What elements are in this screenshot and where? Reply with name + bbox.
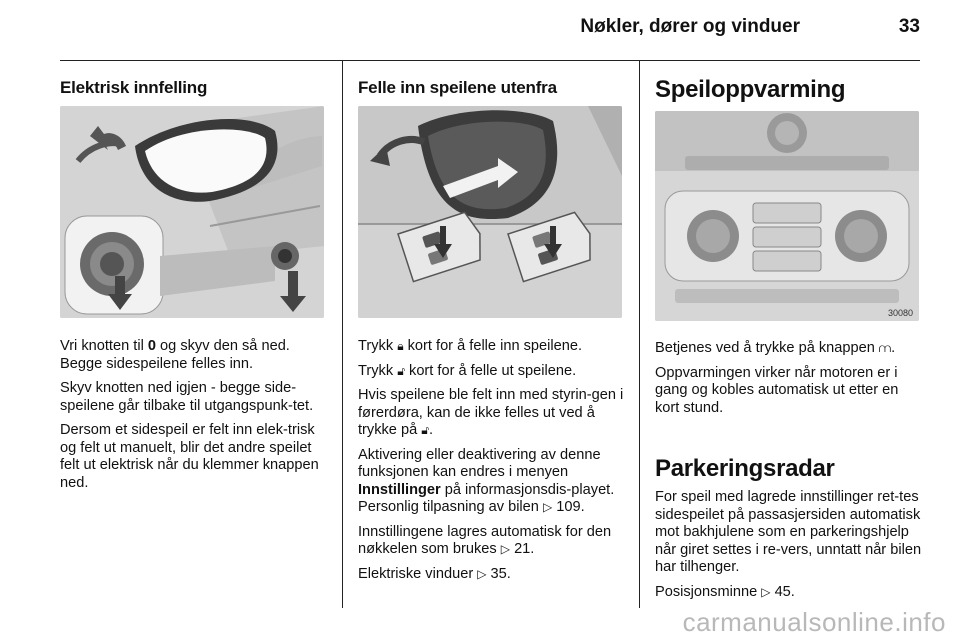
mirror-heat-icon: ⩋ — [878, 341, 892, 355]
text-run: kort for å felle inn speilene. — [403, 338, 583, 354]
text-run: Aktivering eller deaktivering av denne funksjonen kan endres i menyen — [358, 446, 601, 480]
text-run: på informasjonsdis-playet. Personlig tilpasning av bilen — [358, 481, 615, 515]
watermark: carmanualsonline.info — [682, 607, 946, 637]
reference-arrow-icon: ▷ — [477, 566, 487, 581]
paragraph: For speil med lagrede innstillinger ret-tes sidespeilet på passasjersiden automatisk mot bakhjulene som en parkeringshjelp når giret settes i re-vers, unntatt når bilen har tilhenger. — [655, 489, 922, 575]
paragraph — [358, 363, 626, 381]
page-header-title: Nøkler, dører og vinduer — [580, 16, 800, 37]
figure-code: 30080 — [887, 308, 913, 318]
paragraph: Hvis speilene ble felt inn med styrin-gen i førerdøra, kan de ikke felles ut ved å trykke på 🔓︎. — [358, 387, 624, 438]
text-run: Betjenes ved å trykke på knappen — [655, 340, 879, 356]
unlock-icon: 🔓︎ — [421, 423, 430, 437]
column-electric-folding — [60, 60, 328, 608]
page-reference[interactable]: 45. — [774, 583, 795, 600]
section-heading-electric-folding: Elektrisk innfelling — [60, 78, 208, 97]
column-divider-2 — [639, 60, 640, 608]
section-heading-mirror-heating: Speiloppvarming — [655, 76, 846, 103]
paragraph — [358, 338, 626, 356]
paragraph: Skyv knotten ned igjen - begge side-speilene går tilbake til utgangspunk-tet. — [60, 380, 314, 414]
text-run: kort for å felle ut speilene. — [404, 362, 577, 379]
paragraph: Dersom et sidespeil er felt inn elek-trisk og felt ut manuelt, blir det andre speilet felt ut elektrisk når du klemmer knappen ned. — [60, 422, 319, 491]
mirror-fold-figure — [60, 106, 324, 318]
column-remote-folding — [358, 60, 626, 608]
reference-arrow-icon: ▷ — [761, 584, 771, 599]
bold-text: 0 — [147, 338, 156, 354]
page-reference[interactable]: 35. — [490, 565, 511, 582]
reference-arrow-icon: ▷ — [542, 500, 553, 514]
text-run: Trykk — [358, 338, 398, 354]
key-fob-figure — [358, 106, 622, 318]
paragraph — [358, 566, 626, 584]
text-run: og skyv den så ned. Begge sidespeilene felles inn. — [60, 338, 290, 372]
paragraph — [655, 584, 923, 602]
reference-arrow-icon: ▷ — [500, 542, 510, 556]
page-number: 33 — [898, 16, 920, 37]
paragraph — [60, 338, 328, 373]
section-heading-parking-radar: Parkeringsradar — [655, 455, 835, 482]
text-run: Hvis speilene ble felt inn med styrin-gen i førerdøra, kan de ikke felles ut ved å trykke på — [358, 387, 624, 438]
text-run: Elektriske vinduer — [358, 565, 478, 582]
paragraph: Oppvarmingen virker når motoren er i gang og kobles automatisk ut etter en kort stund. — [655, 364, 899, 416]
section-heading-remote-folding: Felle inn speilene utenfra — [358, 78, 557, 97]
lock-icon: 🔒︎ — [397, 339, 404, 353]
climate-panel-figure — [655, 111, 919, 321]
column-mirror-heating — [655, 60, 923, 608]
text-run: Trykk — [358, 362, 398, 379]
bold-text: Innstillinger — [358, 481, 441, 498]
page-reference[interactable]: 109. — [556, 499, 585, 515]
paragraph: Betjenes ved å trykke på knappen ⩋. — [655, 340, 896, 356]
column-divider-1 — [342, 60, 343, 608]
paragraph — [358, 447, 626, 517]
page-reference[interactable]: 21. — [514, 541, 535, 557]
text-run: Vri knotten til — [60, 338, 148, 354]
unlock-icon: 🔓︎ — [397, 363, 405, 378]
paragraph — [358, 524, 626, 559]
text-run: Posisjonsminne — [655, 583, 762, 600]
text-run: Innstillingene lagres automatisk for den nøkkelen som brukes — [358, 523, 612, 557]
